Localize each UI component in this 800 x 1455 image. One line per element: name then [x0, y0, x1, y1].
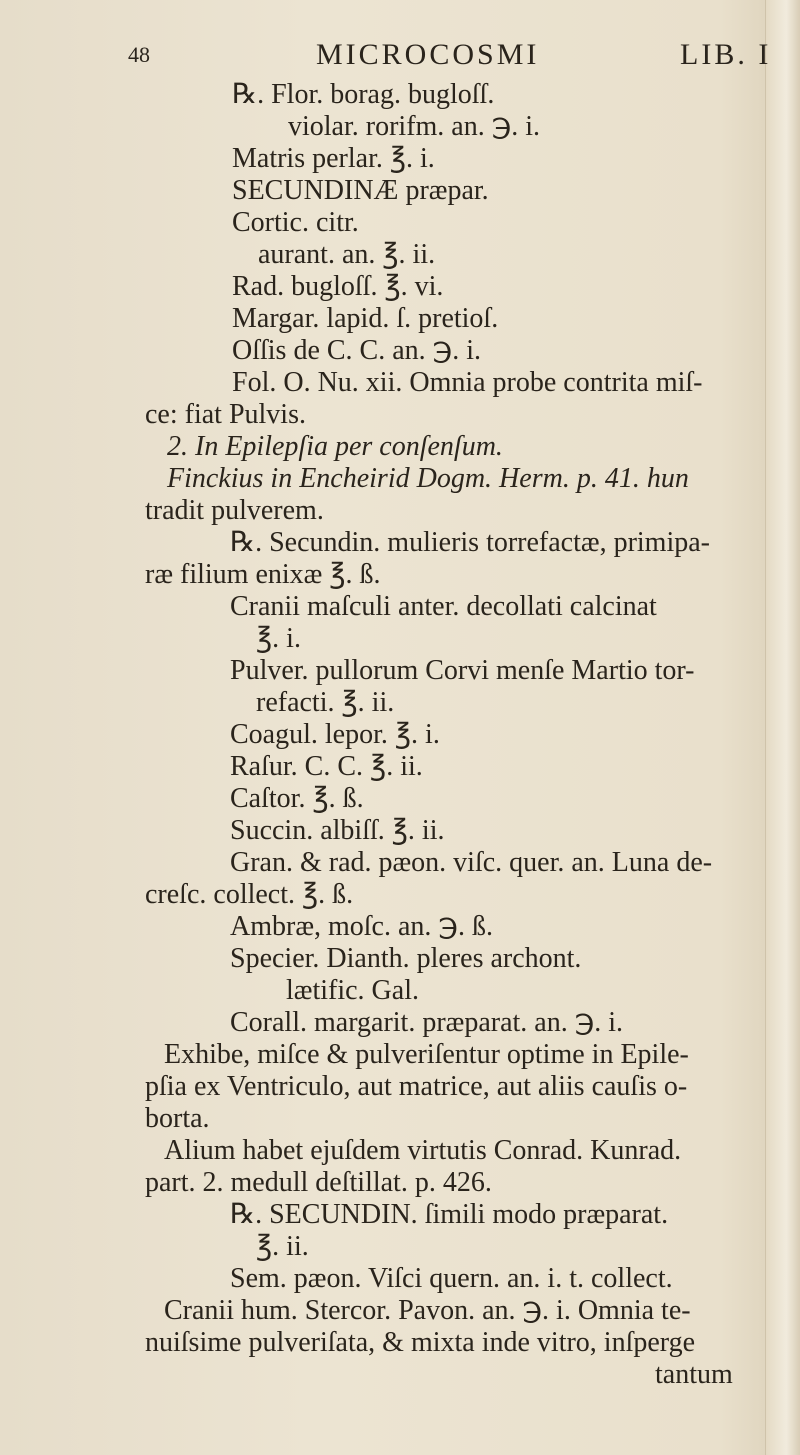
text-line: Fol. O. Nu. xii. Omnia probe contrita miſ-	[232, 367, 703, 398]
text-line: Cranii maſculi anter. decollati calcinat	[230, 591, 657, 622]
text-line: Alium habet ejuſdem virtutis Conrad. Kunrad.	[164, 1135, 682, 1166]
page-number: 48	[128, 42, 150, 67]
text-line: Cranii hum. Stercor. Pavon. an. ℈. i. Omnia te-	[164, 1295, 691, 1326]
text-line: Sem. pæon. Viſci quern. an. i. t. collect.	[230, 1263, 673, 1294]
text-line: SECUNDINÆ præpar.	[232, 175, 489, 206]
text-line: aurant. an. ℥. ii.	[258, 239, 436, 270]
text-line: Corall. margarit. præparat. an. ℈. i.	[230, 1007, 624, 1038]
text-line: Gran. & rad. pæon. viſc. quer. an. Luna de-	[230, 847, 713, 878]
section-heading: 2. In Epilepſia per conſenſum.	[167, 431, 503, 462]
text-line: borta.	[145, 1103, 210, 1134]
text-line: pſia ex Ventriculo, aut matrice, aut aliis cauſis o-	[145, 1071, 688, 1102]
text-line: ℞. Secundin. mulieris torrefactæ, primipa-	[230, 527, 710, 558]
text-line: Finckius in Encheirid Dogm. Herm. p. 41. hun	[167, 463, 689, 494]
running-header	[128, 38, 772, 78]
running-title: MICROCOSMI	[316, 38, 540, 71]
text-line: Cortic. citr.	[232, 207, 359, 238]
text-line: nuiſsime pulveriſata, & mixta inde vitro, inſperge	[145, 1327, 696, 1358]
text-line: Specier. Dianth. pleres archont.	[230, 943, 582, 974]
text-line: Oſſis de C. C. an. ℈. i.	[232, 335, 481, 366]
text-line: violar. rorifm. an. ℈. i.	[288, 111, 541, 142]
text-line: part. 2. medull deſtillat. p. 426.	[145, 1167, 492, 1198]
text-line: ℥. ii.	[256, 1231, 309, 1262]
text-line: Pulver. pullorum Corvi menſe Martio tor-	[230, 655, 695, 686]
text-line: ℞. Flor. borag. bugloſſ.	[232, 79, 495, 110]
text-line: Raſur. C. C. ℥. ii.	[230, 751, 423, 782]
text-line: creſc. collect. ℥. ß.	[145, 879, 354, 910]
text-line: Ambræ, moſc. an. ℈. ß.	[230, 911, 493, 942]
text-line: Caſtor. ℥. ß.	[230, 783, 364, 814]
text-line: Margar. lapid. ſ. pretioſ.	[232, 303, 499, 334]
text-line: tradit pulverem.	[145, 495, 324, 526]
text-line: Rad. bugloſſ. ℥. vi.	[232, 271, 444, 302]
text-line: Exhibe, miſce & pulveriſentur optime in Epile-	[164, 1039, 689, 1070]
text-line: ℞. SECUNDIN. ſimili modo præparat.	[230, 1199, 669, 1230]
text-line: lætific. Gal.	[286, 975, 419, 1006]
text-line: Matris perlar. ℥. i.	[232, 143, 435, 174]
text-line: ce: fiat Pulvis.	[145, 399, 306, 430]
text-line: ræ filium enixæ ℥. ß.	[145, 559, 381, 590]
page-edge	[765, 0, 800, 1455]
text-line: Succin. albiſſ. ℥. ii.	[230, 815, 445, 846]
text-line: Coagul. lepor. ℥. i.	[230, 719, 440, 750]
catchword: tantum	[655, 1359, 733, 1390]
text-line: refacti. ℥. ii.	[256, 687, 395, 718]
book-number: LIB. I	[680, 38, 772, 71]
text-line: ℥. i.	[256, 623, 301, 654]
